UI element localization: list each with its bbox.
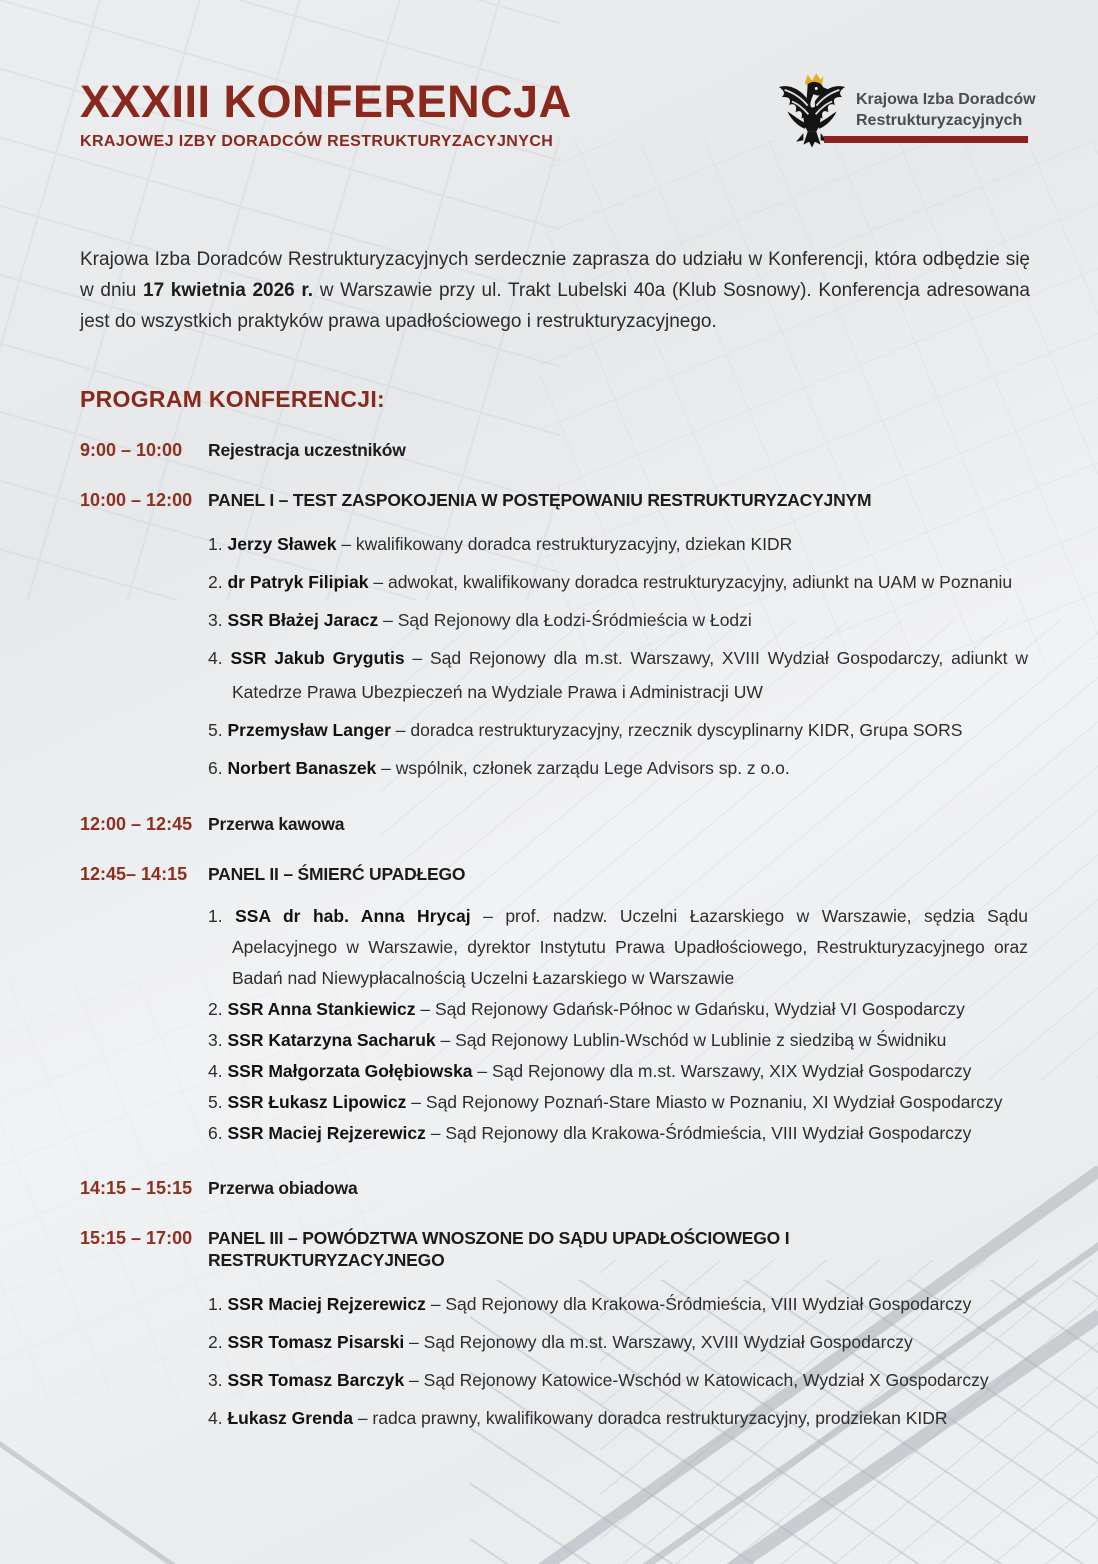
program-heading: PROGRAM KONFERENCJI: [80, 386, 386, 412]
speaker-item [208, 641, 1028, 709]
speaker-description: Sąd Rejonowy Poznań-Stare Miasto w Poznaniu, XI Wydział Gospodarczy [425, 1092, 1003, 1112]
speaker-description: Sąd Rejonowy dla m.st. Warszawy, XVIII Wydział Gospodarczy, adiunkt w Katedrze Prawa Ubezpieczeń na Wydziale Prawa i Administracji UW [232, 648, 1028, 702]
speaker-name: SSR Katarzyna Sacharuk [227, 1030, 436, 1050]
speaker-description: prof. nadzw. Uczelni Łazarskiego w Warszawie, sędzia Sądu Apelacyjnego w Warszawie, dyrektor Instytutu Prawa Upadłościowego, Restrukturyzacyjnego oraz Badań nad Niewypłacalnością Uczelni Łazarskiego w Warszawie [232, 906, 1028, 988]
speaker-item [208, 527, 1028, 561]
speaker-name: Łukasz Grenda [227, 1408, 353, 1428]
page-header [0, 0, 1098, 156]
speaker-description: kwalifikowany doradca restrukturyzacyjny, dziekan KIDR [355, 534, 793, 554]
speaker-name: SSR Małgorzata Gołębiowska [227, 1061, 473, 1081]
session-row [80, 489, 1030, 785]
speaker-description: Sąd Rejonowy Lublin-Wschód w Lublinie z siedzibą w Świdniku [455, 1030, 947, 1050]
speaker-number: 5. [208, 720, 223, 740]
speaker-name: SSR Anna Stankiewicz [227, 999, 416, 1019]
dash-separator: – [472, 1061, 493, 1081]
session-row [80, 1227, 1030, 1435]
speaker-list [208, 1287, 1028, 1435]
session-time: 12:00 – 12:45 [80, 814, 193, 834]
dash-separator: – [336, 534, 356, 554]
speaker-description: Sąd Rejonowy Katowice-Wschód w Katowicach, Wydział X Gospodarczy [423, 1370, 989, 1390]
session-title: Przerwa obiadowa [208, 1178, 358, 1198]
speaker-description: Sąd Rejonowy dla Krakowa-Śródmieścia, VIII Wydział Gospodarczy [445, 1123, 972, 1143]
speaker-item [208, 901, 1028, 994]
speaker-number: 4. [208, 1408, 223, 1428]
session-body [208, 813, 1028, 835]
dash-separator: – [406, 1092, 426, 1112]
speaker-number: 2. [208, 999, 223, 1019]
speaker-item [208, 1025, 1028, 1056]
speaker-name: Przemysław Langer [227, 720, 391, 740]
speaker-number: 6. [208, 1123, 223, 1143]
speaker-item [208, 1363, 1028, 1397]
session-time: 12:45– 14:15 [80, 864, 188, 884]
polish-eagle-icon [776, 72, 848, 156]
page-title: XXXIII KONFERENCJA [80, 76, 572, 127]
speaker-list [208, 901, 1028, 1149]
speaker-number: 2. [208, 1332, 223, 1352]
speaker-item [208, 1287, 1028, 1321]
dash-separator: – [404, 648, 430, 668]
session-body [208, 863, 1028, 1149]
session-body [208, 439, 1028, 461]
logo-org-name [856, 89, 1036, 156]
speaker-description: doradca restrukturyzacyjny, rzecznik dyscyplinarny KIDR, Grupa SORS [410, 720, 963, 740]
speaker-number: 1. [208, 906, 223, 926]
speaker-name: SSR Jakub Grygutis [230, 648, 405, 668]
speaker-name: SSR Łukasz Lipowicz [227, 1092, 407, 1112]
speaker-description: wspólnik, członek zarządu Lege Advisors sp. z o.o. [395, 758, 790, 778]
dash-separator: – [352, 1408, 373, 1428]
logo-org-line2: Restrukturyzacyjnych [856, 112, 1023, 129]
speaker-description: Sąd Rejonowy dla m.st. Warszawy, XIX Wydział Gospodarczy [492, 1061, 972, 1081]
speaker-number: 5. [208, 1092, 223, 1112]
speaker-description: Sąd Rejonowy dla m.st. Warszawy, XVIII Wydział Gospodarczy [423, 1332, 913, 1352]
speaker-item [208, 994, 1028, 1025]
speaker-item [208, 1056, 1028, 1087]
speaker-number: 3. [208, 610, 223, 630]
speaker-item [208, 751, 1028, 785]
logo-org-line1: Krajowa Izba Doradców [856, 91, 1036, 108]
speaker-number: 2. [208, 572, 223, 592]
session-title: Przerwa kawowa [208, 814, 345, 834]
speaker-name: SSR Tomasz Pisarski [227, 1332, 405, 1352]
speaker-description: radca prawny, kwalifikowany doradca restrukturyzacyjny, prodziekan KIDR [372, 1408, 948, 1428]
dash-separator: – [435, 1030, 456, 1050]
session-body [208, 489, 1028, 785]
intro-text-before-date: Krajowa Izba Doradców Restrukturyzacyjnych serdecznie zaprasza do udziału w Konferencji, która odbędzie się w dniu [80, 249, 1030, 301]
speaker-number: 3. [208, 1370, 223, 1390]
session-body [208, 1177, 1028, 1199]
session-time: 14:15 – 15:15 [80, 1178, 193, 1198]
speaker-number: 4. [208, 1061, 223, 1081]
speaker-list [208, 527, 1028, 785]
speaker-number: 4. [208, 648, 223, 668]
speaker-number: 1. [208, 1294, 223, 1314]
speaker-item [208, 713, 1028, 747]
program-schedule [80, 439, 1030, 1435]
session-row [80, 863, 1030, 1149]
intro-paragraph [80, 244, 1030, 337]
session-title: Rejestracja uczestników [208, 440, 406, 460]
speaker-number: 6. [208, 758, 223, 778]
page-content [0, 244, 1098, 1435]
session-title: PANEL III – POWÓDZTWA WNOSZONE DO SĄDU UPADŁOŚCIOWEGO I RESTRUKTURYZACYJNEGO [208, 1228, 790, 1270]
logo-accent-bar [824, 136, 1028, 143]
dash-separator: – [368, 572, 388, 592]
speaker-number: 3. [208, 1030, 223, 1050]
title-block [80, 78, 572, 151]
speaker-name: SSA dr hab. Anna Hrycaj [235, 906, 471, 926]
kidr-logo [776, 72, 1036, 156]
session-time: 15:15 – 17:00 [80, 1228, 193, 1248]
dash-separator: – [404, 1332, 424, 1352]
dash-separator: – [425, 1123, 446, 1143]
speaker-item [208, 565, 1028, 599]
speaker-name: SSR Maciej Rejzerewicz [227, 1123, 426, 1143]
dash-separator: – [425, 1294, 446, 1314]
session-time: 10:00 – 12:00 [80, 490, 193, 510]
session-time: 9:00 – 10:00 [80, 440, 183, 460]
speaker-item [208, 1118, 1028, 1149]
intro-text-after-date: w Warszawie przy ul. Trakt Lubelski 40a (Klub Sosnowy). Konferencja adresowana jest do wszystkich praktyków prawa upadłościowego i restrukturyzacyjnego. [80, 280, 1030, 332]
speaker-description: adwokat, kwalifikowany doradca restrukturyzacyjny, adiunkt na UAM w Poznaniu [387, 572, 1013, 592]
dash-separator: – [470, 906, 506, 926]
session-row [80, 813, 1030, 835]
speaker-description: Sąd Rejonowy dla Łodzi-Śródmieścia w Łodzi [397, 610, 752, 630]
session-row [80, 1177, 1030, 1199]
speaker-name: SSR Tomasz Barczyk [227, 1370, 405, 1390]
session-title: PANEL I – TEST ZASPOKOJENIA W POSTĘPOWANIU RESTRUKTURYZACYJNYM [208, 490, 872, 510]
dash-separator: – [404, 1370, 424, 1390]
speaker-name: Norbert Banaszek [227, 758, 377, 778]
speaker-item [208, 1325, 1028, 1359]
dash-separator: – [415, 999, 435, 1019]
speaker-description: Sąd Rejonowy dla Krakowa-Śródmieścia, VIII Wydział Gospodarczy [445, 1294, 972, 1314]
page-subtitle: KRAJOWEJ IZBY DORADCÓW RESTRUKTURYZACYJNYCH [80, 133, 554, 150]
session-title: PANEL II – ŚMIERĆ UPADŁEGO [208, 864, 466, 884]
session-body [208, 1227, 1028, 1435]
speaker-name: Jerzy Sławek [227, 534, 337, 554]
dash-separator: – [376, 758, 396, 778]
dash-separator: – [390, 720, 411, 740]
speaker-item [208, 1087, 1028, 1118]
speaker-description: Sąd Rejonowy Gdańsk-Północ w Gdańsku, Wydział VI Gospodarczy [434, 999, 965, 1019]
speaker-name: SSR Błażej Jaracz [227, 610, 379, 630]
speaker-name: dr Patryk Filipiak [227, 572, 369, 592]
speaker-number: 1. [208, 534, 223, 554]
session-row [80, 439, 1030, 461]
speaker-item [208, 603, 1028, 637]
dash-separator: – [378, 610, 398, 630]
speaker-item [208, 1401, 1028, 1435]
conference-date: 17 kwietnia 2026 r. [143, 280, 314, 301]
speaker-name: SSR Maciej Rejzerewicz [227, 1294, 426, 1314]
